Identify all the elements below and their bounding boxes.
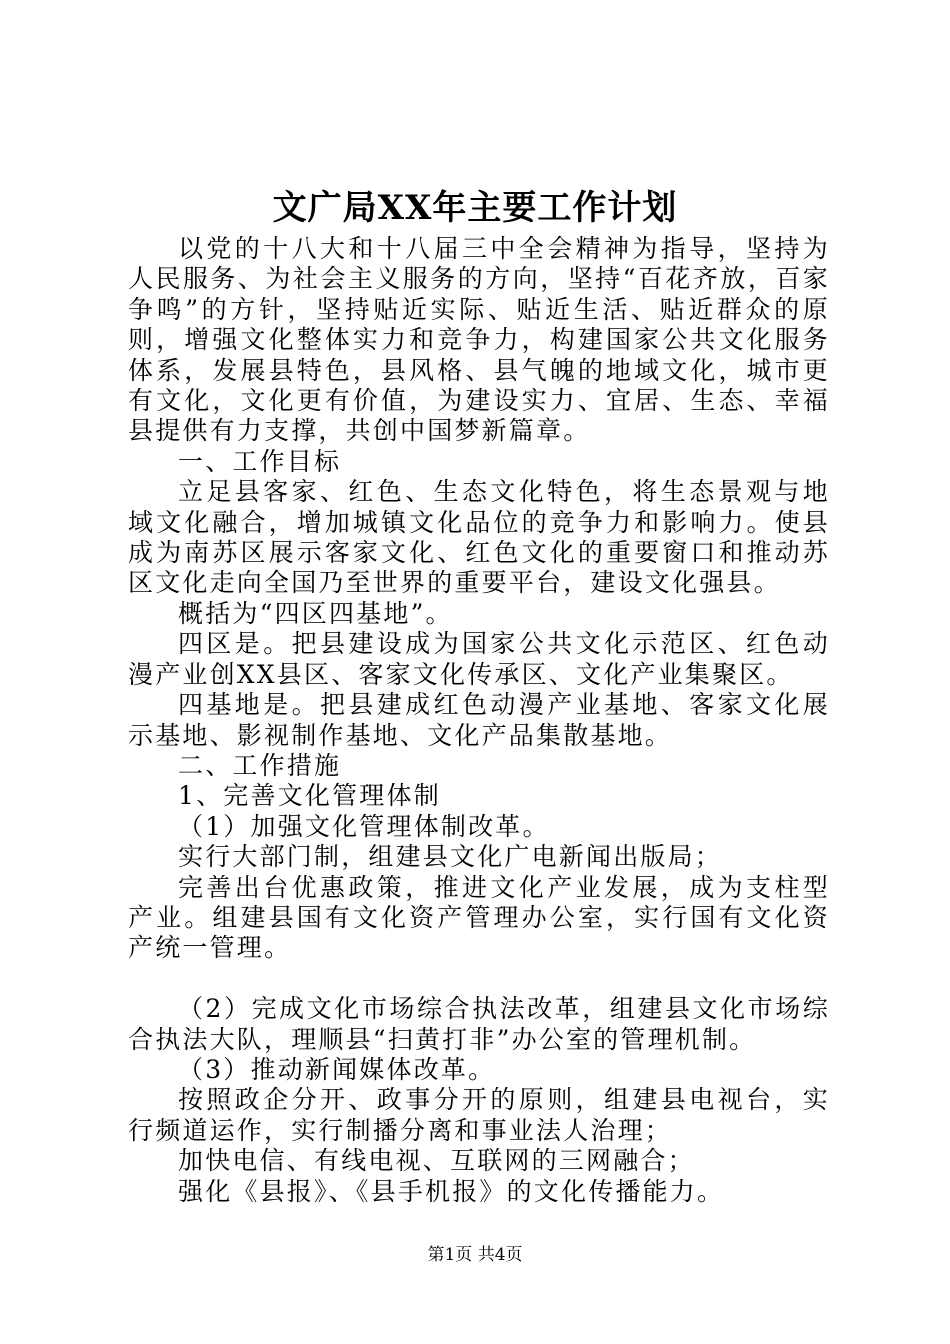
item-3-text-c: 强化《县报》、《县手机报》的文化传播能力。	[178, 1176, 725, 1206]
intro-paragraph: 以党的十八大和十八届三中全会精神为指导，坚持为人民服务、为社会主义服务的方向，坚持“百花齐放，百家争鸣”的方针，坚持贴近实际、贴近生活、贴近群众的原则，增强文化整体实力和竞争力，构建国家公共文化服务体系，发展县特色，县风格、县气魄的地域文化，城市更有文化，文化更有价值，为建设实力、宜居、生态、幸福县提供有力支撑，共创中国梦新篇章。	[128, 234, 830, 446]
page-title: 文广局XX年主要工作计划	[272, 188, 678, 228]
item-3-heading: （3）推动新闻媒体改革。	[178, 1054, 496, 1084]
item-1-text-a: 实行大部门制，组建县文化广电新闻出版局；	[178, 842, 723, 872]
item-3-text-b: 加快电信、有线电视、互联网的三网融合；	[178, 1146, 695, 1176]
item-1-heading: （1）加强文化管理体制改革。	[178, 811, 550, 841]
subsection-heading-management: 1、完善文化管理体制	[178, 781, 441, 811]
four-bases-paragraph: 四基地是。把县建成红色动漫产业基地、客家文化展示基地、影视制作基地、文化产品集散基地。	[128, 690, 830, 750]
item-1-text-b: 完善出台优惠政策，推进文化产业发展，成为支柱型产业。组建县国有文化资产管理办公室，实行国有文化资产统一管理。	[128, 872, 830, 963]
four-districts-paragraph: 四区是。把县建设成为国家公共文化示范区、红色动漫产业创XX县区、客家文化传承区、文化产业集聚区。	[128, 629, 830, 689]
document-body	[128, 234, 830, 1207]
section-heading-measures: 二、工作措施	[178, 750, 342, 780]
goals-paragraph: 立足县客家、红色、生态文化特色，将生态景观与地域文化融合，增加城镇文化品位的竞争力和影响力。使县成为南苏区展示客家文化、红色文化的重要窗口和推动苏区文化走向全国乃至世界的重要平台，建设文化强县。	[128, 477, 830, 598]
summary-paragraph: 概括为“四区四基地”。	[178, 598, 453, 628]
item-3-text-a: 按照政企分开、政事分开的原则，组建县电视台，实行频道运作，实行制播分离和事业法人治理；	[128, 1085, 830, 1145]
item-2-paragraph: （2）完成文化市场综合执法改革，组建县文化市场综合执法大队，理顺县“扫黄打非”办公室的管理机制。	[128, 994, 830, 1054]
page-footer: 第1页 共4页	[427, 1245, 523, 1265]
section-heading-goals: 一、工作目标	[178, 446, 342, 476]
